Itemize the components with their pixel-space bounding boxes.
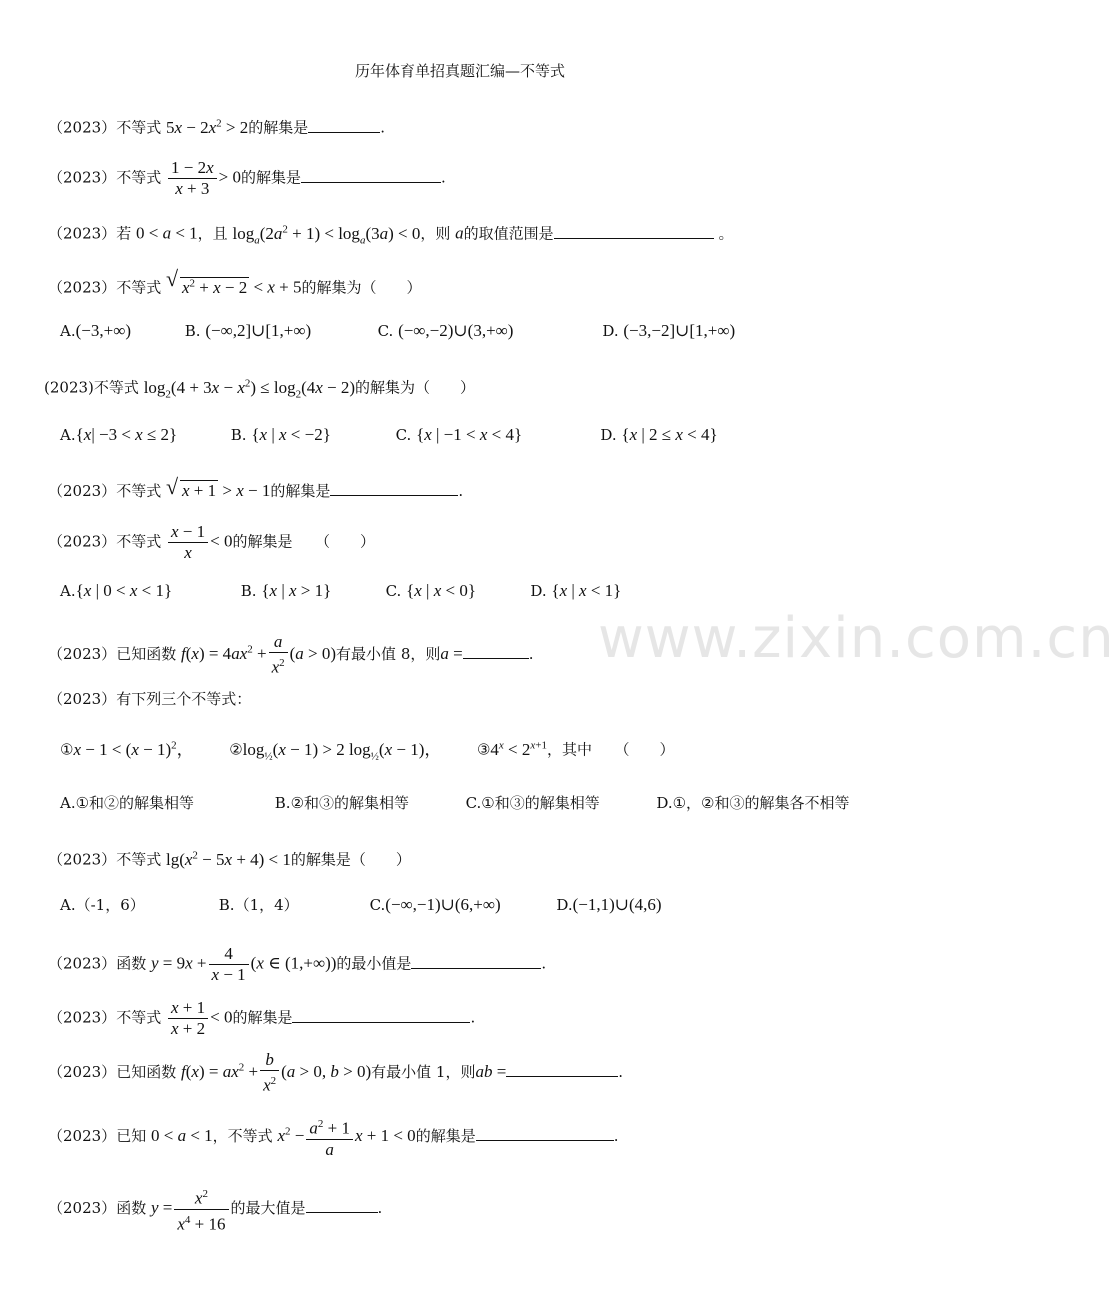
answer-blank[interactable] [292,1008,470,1023]
page-title: 历年体育单招真题汇编—不等式 [354,62,565,80]
question-5: (2023)不等式 $\log_2(4 + 3x - x^2) \le \log_2(4x - 2)$的解集为（ ） [44,377,476,401]
question-5-options [60,424,718,446]
option-c[interactable]: C.(−∞,−1)∪(6,+∞) [369,895,501,914]
question-3: （2023）若 0 < a < 1，且 $\log_a(2a^2 + 1) < \log_a(3a) < 0$，则 a的取值范围是 。 [48,223,734,247]
option-d[interactable]: D. {x | x < 1} [530,581,622,600]
answer-blank[interactable] [476,1126,614,1141]
formula: $\frac{x^2}{x^4 + 16}$ [174,1184,228,1234]
answer-blank[interactable] [330,481,458,496]
question-11: （2023）函数 y = 9x + $\frac{4}{x - 1}$ (x ∈ (1,+∞))的最小值是 . [48,944,547,984]
formula: $\frac{a^2 + 1}{a}$ [306,1114,353,1160]
answer-blank[interactable] [308,118,380,133]
option-c[interactable]: C. {x | x < 0} [385,581,476,600]
formula: $\frac{b}{x^2}$ [260,1050,279,1096]
answer-blank[interactable] [301,168,441,183]
question-9: （2023）有下列三个不等式： [48,690,252,708]
option-b[interactable]: B. {x | x < −2} [230,425,331,444]
option-d[interactable]: D. (−3,−2]∪[1,+∞) [602,321,736,340]
question-8: （2023）已知函数 $f(x) = 4ax^2$ + $\frac{a}{x^2}$ (a > 0)有最小值 8，则a = . [48,632,534,677]
question-4: （2023）不等式 √ $x^2 + x - 2 < x + 5$的解集为（ ） [48,272,422,299]
question-15: （2023）函数 y = $\frac{x^2}{x^4 + 16}$ 的最大值是 . [48,1184,382,1234]
formula: $\frac{4}{x - 1}$ [209,944,249,985]
option-d[interactable]: D.①，②和③的解集各不相等 [656,794,850,812]
question-7-options [60,580,621,602]
answer-blank[interactable] [554,224,714,239]
option-d[interactable]: D. {x | 2 ≤ x < 4} [600,425,718,444]
formula: $\frac{1 - 2x}{x + 3}$ [168,158,217,199]
question-9-options [60,792,850,814]
formula: $\frac{x + 1}{x + 2}$ [168,998,208,1039]
option-a[interactable]: A.(−3,+∞) [60,321,131,340]
answer-blank[interactable] [306,1198,378,1213]
formula: $\frac{a}{x^2}$ [269,632,288,678]
question-2: （2023）不等式 $\frac{1 - 2x}{x + 3}$ > 0的解集是 . [48,158,446,198]
option-b[interactable]: B. (−∞,2]∪[1,+∞) [184,321,312,340]
formula: √ x + 1 [166,480,218,502]
option-b[interactable]: B. {x | x > 1} [240,581,332,600]
option-c[interactable]: C.①和③的解集相等 [465,794,600,812]
question-6: （2023）不等式 √ x + 1 > x − 1的解集是 . [48,480,463,502]
question-10-options [60,894,662,916]
option-c[interactable]: C. {x | −1 < x < 4} [395,425,523,444]
question-12: （2023）不等式 $\frac{x + 1}{x + 2}$ < 0的解集是 . [48,998,476,1038]
answer-blank[interactable] [463,644,529,659]
formula: $5x - 2x^2 > 2$ [165,117,249,137]
option-d[interactable]: D.(−1,1)∪(4,6) [556,895,662,914]
watermark: www.zixin.com.cn [598,606,1115,671]
option-a[interactable]: A.{x | 0 < x < 1} [60,581,173,600]
question-9-statements: ①x − $1 < (x - 1)^2$， $②\log_{\frac{1}{2}}(x - 1) > 2$ $\log_{\frac{1}{2}}(x - 1)$， $③4^x < 2^{x+1}$，其中 （ ） [60,739,675,763]
option-b[interactable]: B.（1，4） [218,896,299,914]
question-13: （2023）已知函数 $f(x) = ax^2$ + $\frac{b}{x^2}$ (a > 0, b > 0)有最小值 1，则ab = . [48,1050,624,1095]
question-7: （2023）不等式 $\frac{x - 1}{x}$ < 0的解集是 （ ） [48,522,375,562]
question-4-options [60,320,735,342]
question-14: （2023）已知 0 < a < 1，不等式 $x^2$ − $\frac{a^2 + 1}{a}$ x + 1 < 0的解集是 . [48,1114,618,1160]
formula: $\frac{x - 1}{x}$ [168,522,208,563]
answer-blank[interactable] [411,954,541,969]
answer-blank[interactable] [506,1062,618,1077]
option-a[interactable]: A.{x| −3 < x ≤ 2} [60,425,178,444]
formula: √ $x^2 + x - 2$ [166,272,249,299]
option-c[interactable]: C. (−∞,−2)∪(3,+∞) [377,321,514,340]
option-b[interactable]: B.②和③的解集相等 [274,794,410,812]
question-10: （2023）不等式 $\lg(x^2 - 5x + 4) < 1$的解集是（ ） [48,849,411,869]
option-a[interactable]: A.（-1，6） [60,896,145,914]
option-a[interactable]: A.①和②的解集相等 [60,794,195,812]
question-1: （2023）不等式 $5x - 2x^2 > 2$的解集是 . [48,117,386,137]
